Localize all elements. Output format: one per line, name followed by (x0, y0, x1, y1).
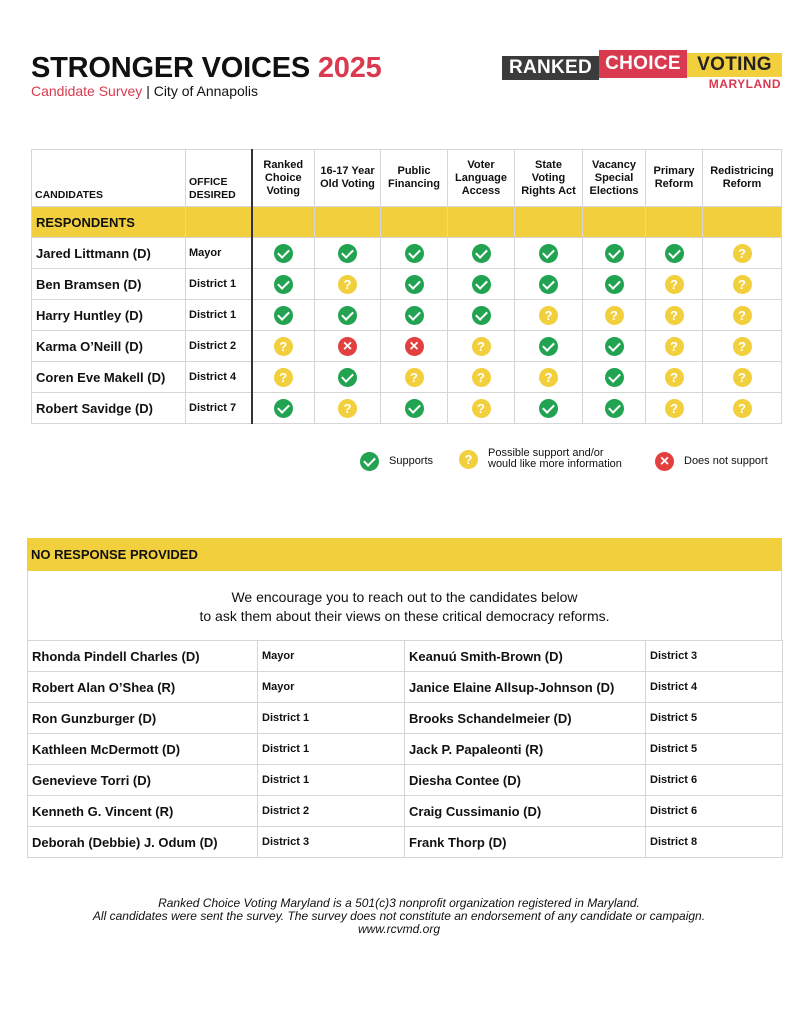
answer-cell (381, 393, 448, 424)
check-circle-icon (360, 452, 379, 471)
check-circle-icon (274, 306, 293, 325)
check-circle-icon (405, 244, 424, 263)
answer-cell (381, 238, 448, 269)
check-circle-icon (338, 368, 357, 387)
nonrespondent-office: District 5 (646, 734, 783, 765)
answer-cell (583, 300, 646, 331)
check-circle-icon (539, 337, 558, 356)
candidate-office: District 1 (186, 269, 252, 300)
check-circle-icon (274, 244, 293, 263)
answer-cell (515, 300, 583, 331)
answer-cell (381, 269, 448, 300)
answer-cell (381, 300, 448, 331)
question-circle-icon: ? (665, 368, 684, 387)
candidate-row (32, 269, 782, 300)
logo-word-choice: CHOICE (599, 50, 687, 78)
answer-cell (252, 331, 315, 362)
question-circle-icon: ? (338, 399, 357, 418)
check-circle-icon (405, 275, 424, 294)
issue-header: Redistricing Reform (703, 150, 782, 207)
answer-cell (646, 362, 703, 393)
no-response-heading: NO RESPONSE PROVIDED (27, 538, 782, 571)
respondents-spacer (515, 207, 583, 238)
legend-not-support-text: Does not support (684, 455, 768, 467)
respondents-spacer (315, 207, 381, 238)
nonrespondent-office: District 1 (258, 734, 405, 765)
candidate-row (32, 331, 782, 362)
question-circle-icon: ? (472, 399, 491, 418)
question-circle-icon: ? (274, 368, 293, 387)
candidate-row (32, 300, 782, 331)
respondents-row (32, 207, 782, 238)
nonrespondent-office: District 1 (258, 703, 405, 734)
nonrespondent-name: Genevieve Torri (D) (28, 765, 258, 796)
nonrespondent-name: Diesha Contee (D) (405, 765, 646, 796)
nonrespondent-office: District 2 (258, 796, 405, 827)
question-circle-icon: ? (472, 337, 491, 356)
candidate-name: Jared Littmann (D) (32, 238, 186, 269)
candidate-office: Mayor (186, 238, 252, 269)
question-circle-icon: ? (665, 275, 684, 294)
check-circle-icon (274, 275, 293, 294)
check-circle-icon (539, 244, 558, 263)
question-circle-icon: ? (472, 368, 491, 387)
answer-cell (515, 238, 583, 269)
candidate-office: District 2 (186, 331, 252, 362)
no-response-row (28, 641, 783, 672)
nonrespondent-name: Kathleen McDermott (D) (28, 734, 258, 765)
legend-supports (360, 452, 433, 471)
nonrespondent-office: District 6 (646, 796, 783, 827)
question-circle-icon: ? (665, 337, 684, 356)
nonrespondent-name: Rhonda Pindell Charles (D) (28, 641, 258, 672)
answer-cell (252, 300, 315, 331)
question-circle-icon: ? (733, 368, 752, 387)
nonrespondent-name: Craig Cussimanio (D) (405, 796, 646, 827)
page-title (31, 52, 382, 85)
answer-cell (646, 269, 703, 300)
issue-header: 16-17 Year Old Voting (315, 150, 381, 207)
question-circle-icon: ? (338, 275, 357, 294)
candidate-name: Karma O’Neill (D) (32, 331, 186, 362)
check-circle-icon (665, 244, 684, 263)
answer-cell (448, 269, 515, 300)
logo-region: MARYLAND (708, 77, 781, 91)
nonrespondent-name: Keanuú Smith-Brown (D) (405, 641, 646, 672)
legend-possible-line2: would like more information (488, 458, 622, 470)
page-subtitle (31, 83, 258, 99)
rcv-maryland-logo (502, 50, 782, 92)
answer-cell (381, 331, 448, 362)
check-circle-icon (539, 399, 558, 418)
survey-table (31, 149, 782, 424)
nonrespondent-name: Ron Gunzburger (D) (28, 703, 258, 734)
check-circle-icon (405, 399, 424, 418)
answer-cell (703, 393, 782, 424)
answer-cell (703, 331, 782, 362)
answer-cell (448, 331, 515, 362)
nonrespondent-office: Mayor (258, 672, 405, 703)
legend-possible (459, 448, 622, 470)
candidates-header: CANDIDATES (32, 150, 186, 207)
no-response-row (28, 703, 783, 734)
check-circle-icon (472, 244, 491, 263)
candidate-name: Harry Huntley (D) (32, 300, 186, 331)
answer-cell (448, 393, 515, 424)
candidate-row (32, 238, 782, 269)
check-circle-icon (274, 399, 293, 418)
question-circle-icon: ? (605, 306, 624, 325)
nonrespondent-office: District 3 (646, 641, 783, 672)
respondents-spacer (703, 207, 782, 238)
no-response-table (27, 640, 783, 858)
question-circle-icon: ? (733, 337, 752, 356)
check-circle-icon (605, 399, 624, 418)
answer-cell (703, 300, 782, 331)
no-response-row (28, 827, 783, 858)
check-circle-icon (605, 368, 624, 387)
footer (0, 897, 798, 936)
nonrespondent-office: District 8 (646, 827, 783, 858)
subtitle-rest: | City of Annapolis (146, 83, 258, 99)
encourage-message (27, 571, 782, 641)
answer-cell (515, 331, 583, 362)
footer-line2: All candidates were sent the survey. The survey does not constitute an endorsement of any candidate or campaign. (92, 909, 706, 923)
check-circle-icon (539, 275, 558, 294)
check-circle-icon (605, 275, 624, 294)
answer-cell (515, 269, 583, 300)
nonrespondent-name: Robert Alan O’Shea (R) (28, 672, 258, 703)
answer-cell (448, 238, 515, 269)
legend-possible-line1: Possible support and/or (488, 447, 604, 459)
legend-not-support (655, 452, 768, 471)
question-circle-icon: ? (539, 368, 558, 387)
issue-header: State Voting Rights Act (515, 150, 583, 207)
candidate-office: District 4 (186, 362, 252, 393)
no-response-row (28, 796, 783, 827)
nonrespondent-name: Brooks Schandelmeier (D) (405, 703, 646, 734)
answer-cell (315, 238, 381, 269)
survey-header-row (32, 150, 782, 207)
issue-header: Primary Reform (646, 150, 703, 207)
logo-word-ranked: RANKED (502, 56, 599, 80)
respondents-spacer (252, 207, 315, 238)
x-circle-icon: × (338, 337, 357, 356)
answer-cell (646, 238, 703, 269)
respondents-label: RESPONDENTS (32, 207, 186, 238)
issue-header: Voter Language Access (448, 150, 515, 207)
question-circle-icon: ? (459, 450, 478, 469)
answer-cell (515, 393, 583, 424)
encourage-line1: We encourage you to reach out to the candidates below (231, 589, 578, 605)
answer-cell (703, 362, 782, 393)
question-circle-icon: ? (274, 337, 293, 356)
answer-cell (703, 269, 782, 300)
nonrespondent-name: Janice Elaine Allsup-Johnson (D) (405, 672, 646, 703)
title-main: STRONGER VOICES (31, 52, 310, 84)
question-circle-icon: ? (405, 368, 424, 387)
nonrespondent-name: Deborah (Debbie) J. Odum (D) (28, 827, 258, 858)
nonrespondent-office: District 1 (258, 765, 405, 796)
subtitle-accent: Candidate Survey (31, 83, 143, 99)
legend (360, 448, 785, 478)
nonrespondent-name: Frank Thorp (D) (405, 827, 646, 858)
respondents-spacer (583, 207, 646, 238)
legend-possible-text (488, 448, 622, 470)
logo-word-voting: VOTING (687, 53, 782, 77)
answer-cell (315, 269, 381, 300)
respondents-spacer (381, 207, 448, 238)
question-circle-icon: ? (665, 306, 684, 325)
question-circle-icon: ? (733, 399, 752, 418)
answer-cell (703, 238, 782, 269)
candidate-row (32, 393, 782, 424)
nonrespondent-name: Kenneth G. Vincent (R) (28, 796, 258, 827)
answer-cell (646, 300, 703, 331)
check-circle-icon (605, 337, 624, 356)
check-circle-icon (472, 306, 491, 325)
answer-cell (583, 362, 646, 393)
respondents-spacer (186, 207, 252, 238)
candidate-name: Robert Savidge (D) (32, 393, 186, 424)
answer-cell (515, 362, 583, 393)
nonrespondent-office: Mayor (258, 641, 405, 672)
answer-cell (252, 362, 315, 393)
issue-header: Vacancy Special Elections (583, 150, 646, 207)
candidate-name: Ben Bramsen (D) (32, 269, 186, 300)
answer-cell (646, 331, 703, 362)
answer-cell (448, 362, 515, 393)
candidate-name: Coren Eve Makell (D) (32, 362, 186, 393)
issue-header: Public Financing (381, 150, 448, 207)
answer-cell (252, 393, 315, 424)
answer-cell (252, 269, 315, 300)
answer-cell (315, 331, 381, 362)
candidate-office: District 1 (186, 300, 252, 331)
question-circle-icon: ? (733, 306, 752, 325)
no-response-row (28, 734, 783, 765)
answer-cell (583, 331, 646, 362)
answer-cell (381, 362, 448, 393)
x-circle-icon: × (405, 337, 424, 356)
nonrespondent-office: District 5 (646, 703, 783, 734)
nonrespondent-office: District 4 (646, 672, 783, 703)
answer-cell (646, 393, 703, 424)
check-circle-icon (338, 306, 357, 325)
answer-cell (315, 393, 381, 424)
question-circle-icon: ? (665, 399, 684, 418)
question-circle-icon: ? (539, 306, 558, 325)
issue-header: Ranked Choice Voting (252, 150, 315, 207)
title-year: 2025 (317, 52, 382, 84)
legend-supports-text: Supports (389, 455, 434, 467)
answer-cell (448, 300, 515, 331)
no-response-row (28, 765, 783, 796)
answer-cell (583, 393, 646, 424)
candidate-office: District 7 (186, 393, 252, 424)
check-circle-icon (472, 275, 491, 294)
question-circle-icon: ? (733, 275, 752, 294)
answer-cell (583, 269, 646, 300)
footer-url: www.rcvmd.org (357, 922, 440, 936)
nonrespondent-name: Jack P. Papaleonti (R) (405, 734, 646, 765)
check-circle-icon (338, 244, 357, 263)
candidate-row (32, 362, 782, 393)
nonrespondent-office: District 6 (646, 765, 783, 796)
check-circle-icon (405, 306, 424, 325)
x-circle-icon: × (655, 452, 674, 471)
no-response-row (28, 672, 783, 703)
check-circle-icon (605, 244, 624, 263)
answer-cell (583, 238, 646, 269)
office-header: OFFICE DESIRED (186, 150, 252, 207)
respondents-spacer (646, 207, 703, 238)
question-circle-icon: ? (733, 244, 752, 263)
answer-cell (252, 238, 315, 269)
footer-line1: Ranked Choice Voting Maryland is a 501(c)3 nonprofit organization registered in Maryland. (158, 896, 640, 910)
encourage-line2: to ask them about their views on these critical democracy reforms. (199, 608, 610, 624)
respondents-spacer (448, 207, 515, 238)
nonrespondent-office: District 3 (258, 827, 405, 858)
answer-cell (315, 300, 381, 331)
answer-cell (315, 362, 381, 393)
